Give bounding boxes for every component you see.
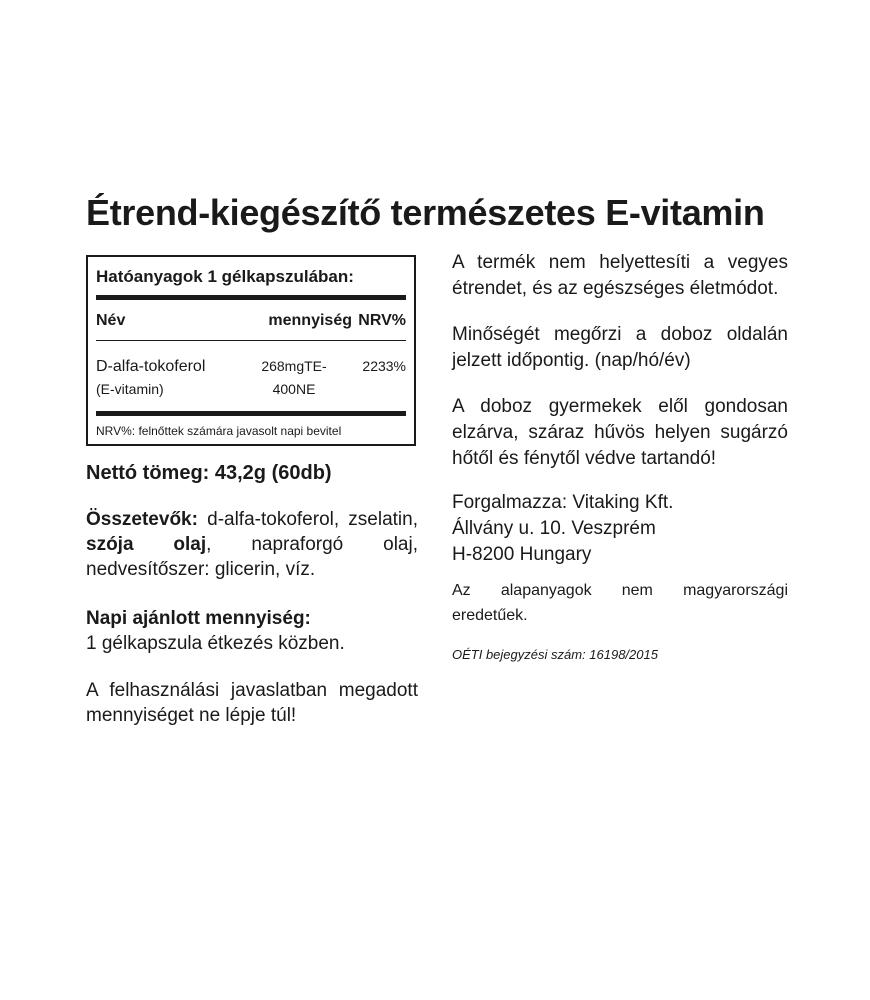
ingredient-nrv: 2233% bbox=[362, 358, 406, 374]
dose-warning: A felhasználási javaslatban megadott mennyiséget ne lépje túl! bbox=[86, 680, 418, 726]
daily-dose-label: Napi ajánlott mennyiség: bbox=[86, 608, 311, 629]
diet-notice: A termék nem helyettesíti a vegyes étrendet, és az egészséges életmódot. bbox=[452, 252, 788, 299]
distributor-name: Forgalmazza: Vitaking Kft. bbox=[452, 492, 674, 513]
page-title: Étrend-kiegészítő természetes E-vitamin bbox=[86, 192, 765, 233]
registration-number: OÉTI bejegyzési szám: 16198/2015 bbox=[452, 647, 658, 662]
ingredients-text-2: , napraforgó olaj, nedvesítőszer: glicerin, víz. bbox=[86, 534, 418, 580]
distributor-address: Állvány u. 10. Veszprém bbox=[452, 518, 656, 539]
ingredient-amount-2: 400NE bbox=[272, 381, 316, 397]
daily-dose-paragraph bbox=[86, 606, 418, 656]
column-amount: mennyiség bbox=[268, 312, 352, 329]
table-header-row bbox=[88, 300, 414, 340]
daily-dose-text: 1 gélkapszula étkezés közben. bbox=[86, 633, 345, 654]
table-row bbox=[88, 341, 414, 411]
ingredients-label: Összetevők: bbox=[86, 509, 198, 530]
ingredients-paragraph bbox=[86, 507, 418, 582]
right-column bbox=[452, 250, 788, 668]
distributor-block bbox=[452, 490, 788, 568]
ingredient-amount: 268mgTE- bbox=[261, 358, 327, 374]
column-name: Név bbox=[96, 312, 126, 329]
ingredient-name: D-alfa-tokoferol bbox=[96, 358, 206, 375]
column-nrv: NRV% bbox=[358, 312, 406, 329]
table-heading: Hatóanyagok 1 gélkapszulában: bbox=[96, 267, 354, 286]
nrv-note: NRV%: felnőttek számára javasolt napi bevitel bbox=[96, 424, 342, 438]
best-before-notice: Minőségét megőrzi a doboz oldalán jelzett időpontig. (nap/hó/év) bbox=[452, 324, 788, 371]
left-column bbox=[86, 255, 418, 728]
distributor-country: H-8200 Hungary bbox=[452, 544, 592, 565]
storage-notice: A doboz gyermekek elől gondosan elzárva, száraz hűvös helyen sugárzó hőtől és fénytől védve tartandó! bbox=[452, 396, 788, 469]
allergen: szója olaj bbox=[86, 534, 207, 555]
origin-notice: Az alapanyagok nem magyarországi eredetűek. bbox=[452, 582, 788, 624]
ingredients-text: d-alfa-tokoferol, zselatin, bbox=[197, 509, 418, 530]
net-weight: Nettó tömeg: 43,2g (60db) bbox=[86, 462, 332, 484]
ingredient-subname: (E-vitamin) bbox=[96, 381, 164, 397]
active-ingredients-table bbox=[86, 255, 416, 446]
